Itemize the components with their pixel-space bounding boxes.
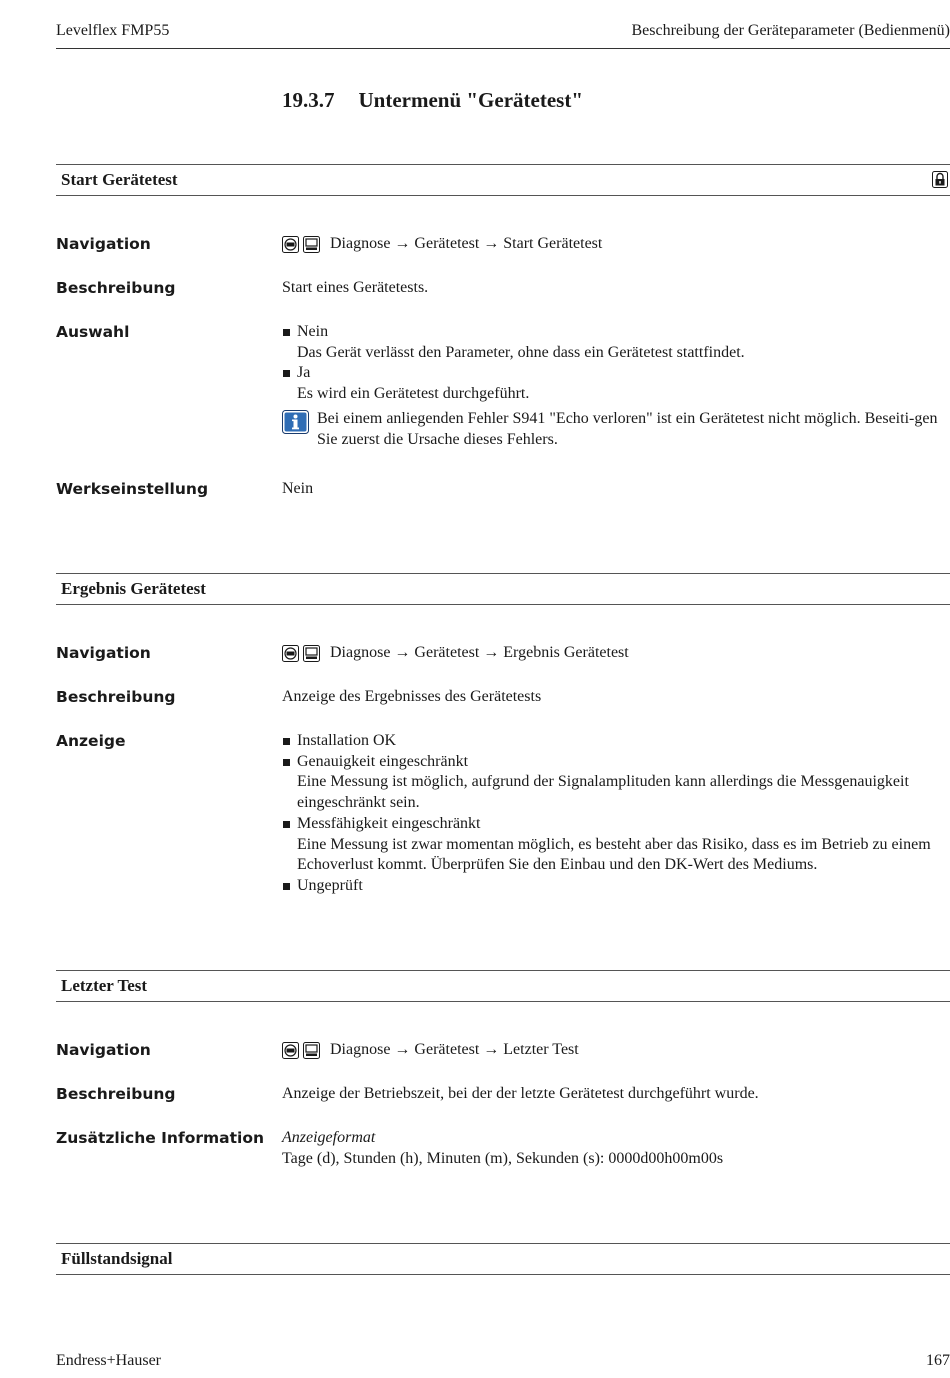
option-detail: Das Gerät verlässt den Parameter, ohne dass ein Gerätetest stattfindet. [297, 343, 745, 361]
page-footer [56, 1352, 950, 1370]
expert-menu-icon [282, 236, 299, 253]
display-item-name: Genauigkeit eingeschränkt [297, 752, 469, 770]
param-title: Füllstandsignal [61, 1249, 173, 1268]
param-header-ergebnis-geraetetest [56, 573, 950, 605]
param-header-letzter-test [56, 970, 950, 1002]
option-name: Nein [297, 323, 329, 340]
navigation-path: Diagnose → Gerätetest → Letzter Test [330, 1041, 579, 1058]
display-item [282, 731, 946, 752]
info-note [282, 409, 946, 450]
display-list [282, 731, 946, 897]
display-menu-icon [303, 236, 320, 253]
navigation-row [282, 1040, 946, 1061]
navigation-path: Diagnose → Gerätetest → Ergebnis Gerätetest [330, 644, 629, 661]
info-icon [282, 410, 309, 434]
display-item [282, 752, 946, 814]
expert-menu-icon [282, 1042, 299, 1059]
option-detail: Es wird ein Gerätetest durchgeführt. [297, 385, 530, 403]
option-name: Ja [297, 364, 311, 382]
page-header [56, 20, 950, 49]
section-title-text: Untermenü "Gerätetest" [358, 88, 583, 112]
option-item [282, 363, 946, 404]
param-title: Ergebnis Gerätetest [61, 579, 206, 598]
description-text: Anzeige des Ergebnisses des Gerätetests [282, 688, 542, 705]
options-block [282, 322, 946, 450]
label-factory-setting: Werkseinstellung [56, 480, 209, 498]
label-display: Anzeige [56, 732, 126, 750]
param-header-start-geraetetest [56, 164, 950, 196]
footer-brand: Endress+Hauser [56, 1352, 161, 1369]
display-item-name: Ungeprüft [297, 876, 363, 894]
param-title: Letzter Test [61, 976, 148, 995]
additional-info-block [282, 1128, 946, 1169]
display-item-name: Messfähigkeit eingeschränkt [297, 814, 481, 832]
param-title: Start Gerätetest [61, 170, 178, 189]
additional-info-text: Tage (d), Stunden (h), Minuten (m), Sekunden (s): 0000d00h00m00s [282, 1149, 724, 1167]
display-block [282, 731, 946, 897]
label-description: Beschreibung [56, 279, 176, 297]
navigation-row [282, 643, 946, 664]
option-item [282, 322, 946, 363]
display-item-detail: Eine Messung ist zwar momentan möglich, es besteht aber das Risiko, dass es im Betrieb zu einem Echoverlust kommt. Überprüfen Sie den Einbau und den DK-Wert des Mediums. [297, 835, 931, 874]
section-title [282, 88, 583, 113]
description-text: Start eines Gerätetests. [282, 279, 429, 296]
label-navigation: Navigation [56, 1041, 151, 1059]
header-product: Levelflex FMP55 [56, 22, 170, 39]
label-additional-info: Zusätzliche Information [56, 1129, 265, 1147]
display-menu-icon [303, 645, 320, 662]
page-number: 167 [926, 1352, 950, 1369]
display-item [282, 876, 946, 897]
display-menu-icon [303, 1042, 320, 1059]
navigation-path: Diagnose → Gerätetest → Start Gerätetest [330, 235, 603, 252]
label-description: Beschreibung [56, 688, 176, 706]
navigation-row [282, 234, 946, 255]
label-navigation: Navigation [56, 235, 151, 253]
description-text: Anzeige der Betriebszeit, bei der der letzte Gerätetest durchgeführt wurde. [282, 1085, 759, 1102]
param-header-fuellstandsignal [56, 1243, 950, 1275]
header-chapter: Beschreibung der Geräteparameter (Bedienmenü) [631, 22, 950, 39]
options-list [282, 322, 946, 405]
factory-setting-value: Nein [282, 480, 314, 497]
write-protect-lock-icon [932, 171, 948, 188]
display-item [282, 814, 946, 876]
display-item-detail: Eine Messung ist möglich, aufgrund der Signalamplituden kann allerdings die Messgenauigkeit eingeschränkt sein. [297, 773, 909, 812]
expert-menu-icon [282, 645, 299, 662]
display-item-name: Installation OK [297, 732, 397, 749]
additional-info-heading: Anzeigeformat [282, 1129, 376, 1146]
section-number: 19.3.7 [282, 88, 335, 112]
label-description: Beschreibung [56, 1085, 176, 1103]
info-note-text: Bei einem anliegenden Fehler S941 "Echo verloren" ist ein Gerätetest nicht möglich. Beseiti-gen Sie zuerst die Ursache dieses Fehlers. [317, 409, 938, 448]
label-navigation: Navigation [56, 644, 151, 662]
label-options: Auswahl [56, 323, 130, 341]
